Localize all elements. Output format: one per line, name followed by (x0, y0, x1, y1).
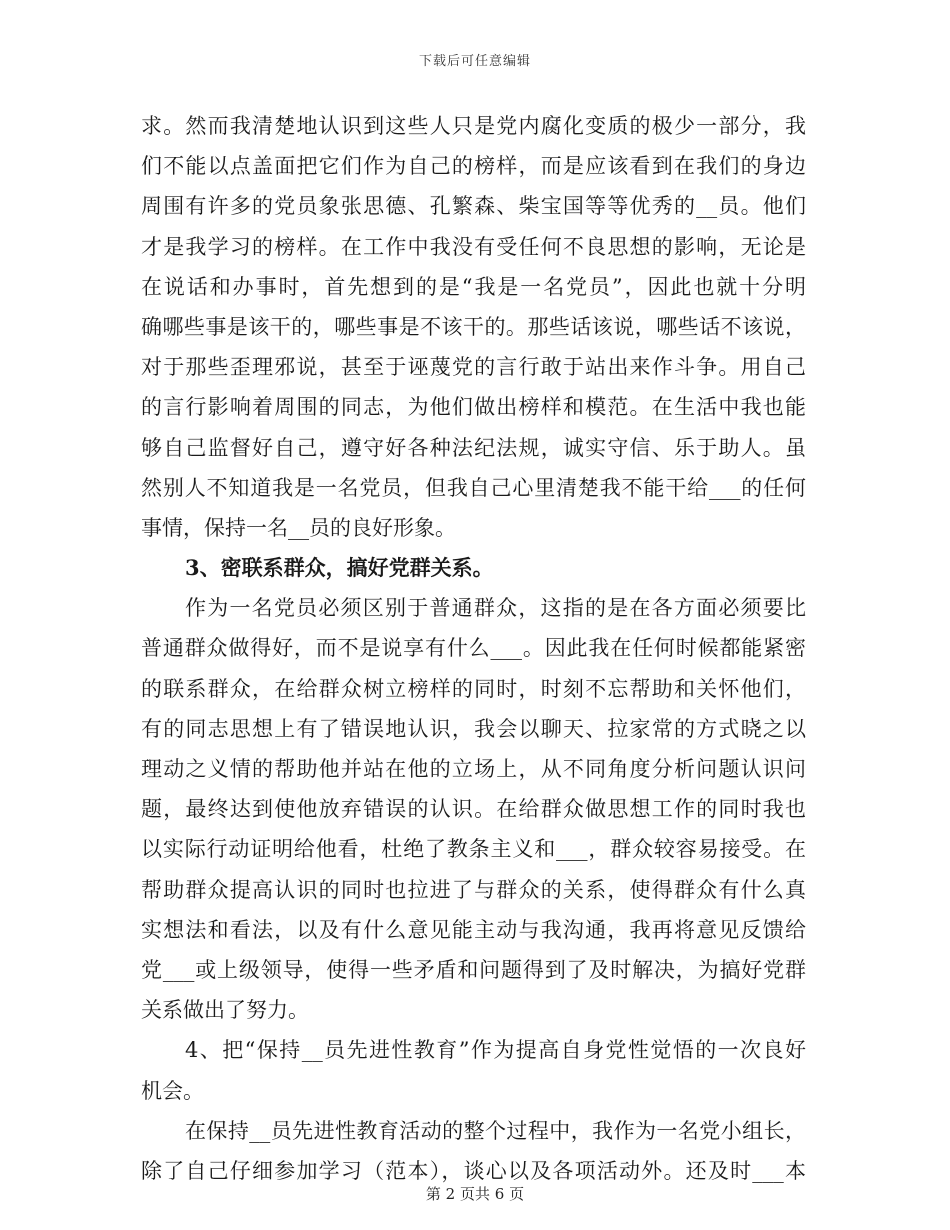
paragraph-line: 确哪些事是该干的，哪些事是不该干的。那些话该说，哪些话不该说， (141, 314, 806, 339)
paragraph-line: 以实际行动证明给他看，杜绝了教条主义和___，群众较容易接受。在 (141, 837, 806, 862)
paragraph-line: 有的同志思想上有了错误地认识，我会以聊天、拉家常的方式晓之以 (141, 716, 806, 741)
paragraph-line: 实想法和看法，以及有什么意见能主动与我沟通，我再将意见反馈给 (141, 917, 806, 942)
paragraph-line: 求。然而我清楚地认识到这些人只是党内腐化变质的极少一部分，我 (141, 114, 806, 138)
paragraph-line: 才是我学习的榜样。在工作中我没有受任何不良思想的影响，无论是 (141, 234, 806, 259)
paragraph-line: 对于那些歪理邪说，甚至于诬蔑党的言行敢于站出来作斗争。用自己 (141, 355, 806, 380)
paragraph-line: 党___或上级领导，使得一些矛盾和问题得到了及时解决，为搞好党群 (141, 957, 806, 982)
paragraph-line: 帮助群众提高认识的同时也拉进了与群众的关系，使得群众有什么真 (141, 877, 806, 902)
paragraph-line: 周围有许多的党员象张思德、孔繁森、柴宝国等等优秀的__员。他们 (141, 194, 806, 219)
page-number: 第 2 页共 6 页 (425, 1185, 525, 1203)
paragraph-line: 事情，保持一名__员的良好形象。 (141, 515, 456, 540)
paragraph-line: 理动之义情的帮助他并站在他的立场上，从不同角度分析问题认识问 (141, 757, 806, 781)
paragraph-line: 的言行影响着周围的同志，为他们做出榜样和模范。在生活中我也能 (141, 395, 806, 420)
paragraph-line: 关系做出了努力。 (141, 998, 309, 1023)
paragraph-line: 在保持__员先进性教育活动的整个过程中，我作为一名党小组长， (185, 1118, 806, 1143)
section-heading: 3、密联系群众，搞好党群关系。 (185, 555, 494, 581)
document-body (141, 106, 806, 1191)
paragraph-line: 题，最终达到使他放弃错误的认识。在给群众做思想工作的同时我也 (141, 797, 806, 822)
paragraph-line: 然别人不知道我是一名党员，但我自己心里清楚我不能干给___的任何 (141, 475, 806, 500)
paragraph-line: 4、把“保持__员先进性教育”作为提高自身党性觉悟的一次良好 (185, 1038, 806, 1063)
paragraph-line: 的联系群众，在给群众树立榜样的同时，时刻不忘帮助和关怀他们， (141, 676, 806, 701)
page-header: 下载后可任意编辑 (418, 54, 531, 69)
paragraph-line: 普通群众做得好，而不是说享有什么___。因此我在任何时候都能紧密 (141, 636, 806, 661)
paragraph-line: 们不能以点盖面把它们作为自己的榜样，而是应该看到在我们的身边 (141, 154, 806, 179)
paragraph-line: 作为一名党员必须区别于普通群众，这指的是在各方面必须要比 (185, 596, 806, 621)
paragraph-line: 除了自己仔细参加学习（范本），谈心以及各项活动外。还及时___本 (141, 1158, 806, 1183)
paragraph-line: 在说话和办事时，首先想到的是“我是一名党员”，因此也就十分明 (141, 274, 806, 299)
paragraph-line: 机会。 (141, 1078, 204, 1103)
paragraph-line: 够自己监督好自己，遵守好各种法纪法规，诚实守信、乐于助人。虽 (141, 435, 806, 460)
